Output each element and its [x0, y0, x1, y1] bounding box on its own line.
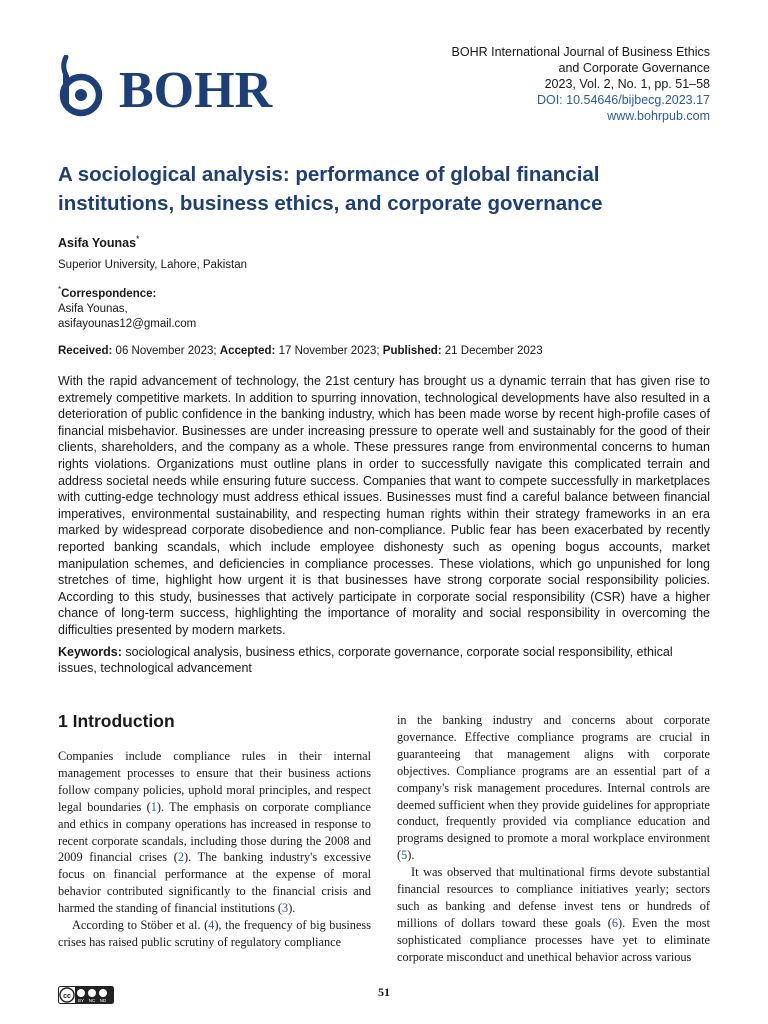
- citation-link[interactable]: 5: [401, 848, 408, 863]
- author-name: [58, 234, 140, 250]
- keywords: [58, 644, 710, 676]
- citation-link[interactable]: 3: [282, 901, 289, 916]
- journal-name-line2: and Corporate Governance: [558, 61, 710, 75]
- author-name-text: Asifa Younas: [58, 236, 137, 251]
- article-title: A sociological analysis: performance of global financial institutions, business ethics, and corporate governance: [58, 163, 603, 215]
- correspondence: [58, 282, 196, 332]
- received-date: 06 November 2023;: [115, 345, 217, 357]
- affiliation: Superior University, Lahore, Pakistan: [58, 259, 247, 271]
- page-number: 51: [378, 985, 390, 999]
- author-footnote-mark: *: [136, 234, 140, 244]
- correspondence-name: Asifa Younas,: [58, 302, 128, 315]
- logo-wordmark: BOHR: [119, 62, 273, 119]
- article-dates: [58, 345, 543, 357]
- abstract: With the rapid advancement of technology, the 21st century has brought us a dynamic terrain that has given rise to extremely competitive markets. In addition to spurring innovation, technological developments have also resulted in a deterioration of public confidence in the banking industry, which has been made worse by recent high-profile cases of financial misbehavior. Businesses are under increasing pressure to operate well and sustainably for the good of their clients, shareholders, and the company as a whole. These pressures range from environmental concerns to human rights violations. Organizations must outline plans in order to successfully navigate this complicated terrain and address societal needs while ensuring future success. Companies that want to compete successfully in marketplaces with cutting-edge technology must address ethical issues. Businesses must find a careful balance between financial imperatives, environmental sustainability, and respecting human rights within their strategy frameworks in an era marked by widespread corporate disobedience and non-compliance. Public fear has been exacerbated by recently reported banking scandals, which include employee dishonesty such as opening bogus accounts, market manipulation schemes, and deficiencies in compliance processes. These violations, which go unpunished for long stretches of time, highlight how urgent it is that businesses have strong corporate social responsibility policies. According to this study, businesses that actively participate in corporate social responsibility (CSR) have a higher chance of long-term success, highlighting the importance of morality and social responsibility in overcoming the difficulties presented by modern markets.: [58, 374, 710, 637]
- journal-info: [452, 44, 710, 124]
- bohr-logo: [57, 55, 277, 119]
- correspondence-label: Correspondence:: [61, 287, 157, 300]
- text-run: ).: [407, 848, 415, 863]
- text-run: Companies include compliance rules in their internal management processes to ensure that their business actions follow company policies, uphold moral principles, and respect legal boundaries (: [58, 749, 371, 814]
- column-right: [397, 712, 710, 966]
- text-run: ). The emphasis on corporate compliance and ethics in company operations has increased in response to recent corporate scandals, including those during the 2008 and 2009 financial crises (: [58, 799, 371, 865]
- journal-citation: 2023, Vol. 2, No. 1, pp. 51–58: [544, 77, 710, 91]
- text-run: According to Stöber et al. (: [72, 918, 209, 933]
- text-run: ), the frequency of big business crises has raised public scrutiny of regulatory compliance: [58, 918, 371, 949]
- website-link[interactable]: www.bohrpub.com: [607, 109, 710, 123]
- svg-text:cc: cc: [63, 992, 71, 1000]
- keywords-list: sociological analysis, business ethics, corporate governance, corporate social responsibility, ethical issues, technological advancement: [58, 645, 673, 675]
- cc-by-nc-nd-icon[interactable]: [58, 986, 114, 1004]
- paragraph: [58, 748, 371, 917]
- svg-text:ND: ND: [99, 998, 107, 1003]
- keywords-label: Keywords:: [58, 645, 122, 659]
- text-run: in the banking industry and concerns about corporate governance. Effective compliance programs are crucial in guaranteeing that management aligns with corporate objectives. Compliance programs are an essential part of a company's risk management procedures. Internal controls are deemed sufficient when they provide guidelines for appropriate conduct, frequently provided via compliance education and programs designed to promote a moral workplace environment (: [397, 713, 710, 863]
- paragraph: [397, 712, 710, 864]
- published-label: Published:: [382, 345, 442, 357]
- correspondence-email[interactable]: asifayounas12@gmail.com: [58, 317, 197, 330]
- citation-link[interactable]: 4: [208, 918, 215, 933]
- citation-link[interactable]: 1: [150, 799, 157, 814]
- text-run: ).: [288, 901, 296, 916]
- text-run: ). Even the most sophisticated compliance processes have yet to eliminate corporate misconduct and unethical behavior across various: [397, 915, 710, 964]
- bohr-logo-icon: [57, 55, 117, 119]
- section-heading-introduction: 1 Introduction: [58, 711, 175, 731]
- correspondence-mark: *: [58, 285, 62, 294]
- published-date: 21 December 2023: [444, 345, 543, 357]
- accepted-label: Accepted:: [219, 345, 276, 357]
- text-run: ). The banking industry's excessive focus on financial performance at the expense of moral behavior contributed significantly to the financial crisis and harmed the standing of financial institutions (: [58, 850, 371, 916]
- journal-name-line1: BOHR International Journal of Business Ethics: [451, 45, 710, 59]
- text-run: It was observed that multinational firms devote substantial financial resources to compliance initiatives yearly; sectors such as banking and defense invest tens or hundreds of millions of dollars toward these goals (: [397, 865, 710, 930]
- paragraph: [397, 864, 710, 965]
- citation-link[interactable]: 6: [611, 915, 618, 930]
- column-left: [58, 748, 371, 951]
- doi-link[interactable]: DOI: 10.54646/bijbecg.2023.17: [536, 93, 710, 107]
- svg-text:BY: BY: [77, 998, 85, 1003]
- citation-link[interactable]: 2: [177, 850, 185, 865]
- received-label: Received:: [58, 345, 113, 357]
- svg-text:NC: NC: [88, 998, 96, 1003]
- accepted-date: 17 November 2023;: [278, 345, 380, 357]
- paragraph: [58, 917, 371, 951]
